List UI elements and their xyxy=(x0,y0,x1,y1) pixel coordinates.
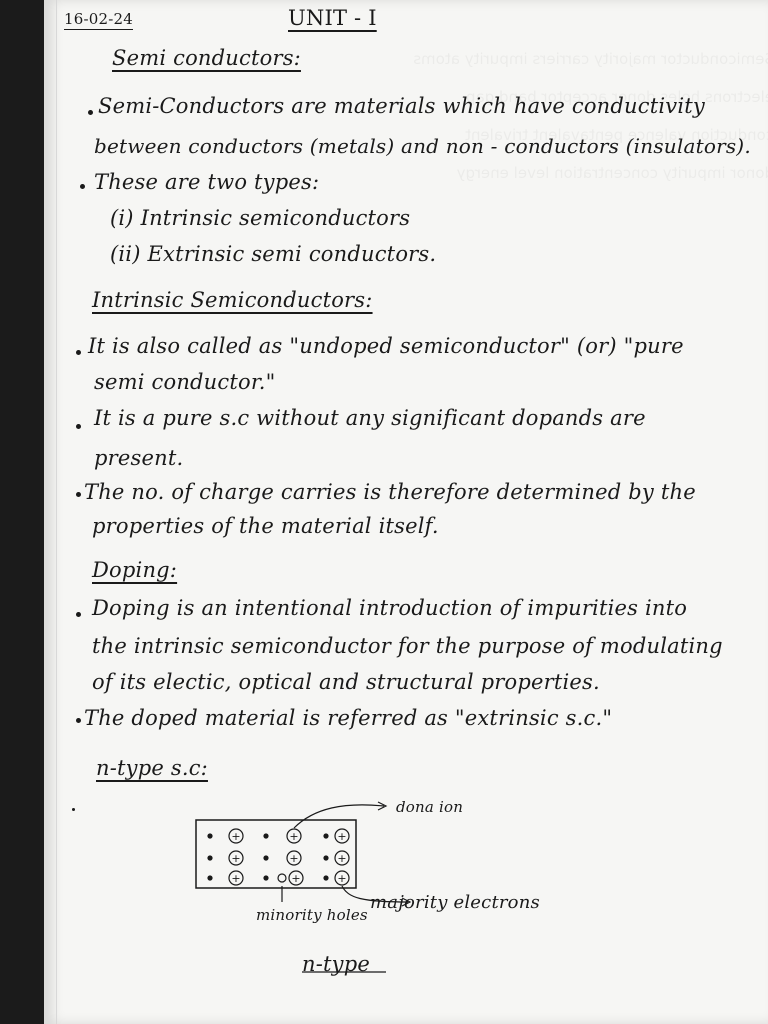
n-type-lattice-diagram xyxy=(174,790,594,990)
svg-text:+: + xyxy=(231,830,241,843)
bullet xyxy=(76,492,81,497)
section-heading-ntype: n-type s.c: xyxy=(96,756,208,780)
majority-electrons-label: majority electrons xyxy=(370,892,540,913)
diagram-caption: n-type xyxy=(302,952,370,976)
section-heading-semiconductors: Semi conductors: xyxy=(112,46,301,70)
notebook-page xyxy=(44,0,768,1024)
text-line: the intrinsic semiconductor for the purpose of modulating xyxy=(92,634,723,658)
svg-text:+: + xyxy=(337,852,347,865)
margin-line xyxy=(56,0,57,1024)
svg-text:+: + xyxy=(231,872,241,885)
text-line: of its electic, optical and structural properties. xyxy=(92,670,600,694)
svg-text:+: + xyxy=(231,852,241,865)
bullet xyxy=(76,424,81,429)
donor-ion-label: dona ion xyxy=(396,798,464,816)
bullet xyxy=(88,110,93,115)
text-line: present. xyxy=(94,446,184,470)
unit-title: UNIT - I xyxy=(288,6,377,30)
svg-text:+: + xyxy=(291,872,301,885)
list-item: (ii) Extrinsic semi conductors. xyxy=(110,242,437,266)
text-line: The no. of charge carries is therefore determined by the xyxy=(84,480,696,504)
svg-text:+: + xyxy=(337,872,347,885)
section-heading-intrinsic: Intrinsic Semiconductors: xyxy=(92,288,373,312)
bullet xyxy=(76,612,81,617)
text-line: semi conductor." xyxy=(94,370,276,394)
bullet xyxy=(76,718,81,723)
svg-text:+: + xyxy=(337,830,347,843)
bullet xyxy=(80,184,85,189)
text-line: between conductors (metals) and non - conductors (insulators). xyxy=(94,134,751,158)
svg-text:+: + xyxy=(289,830,299,843)
text-line: It is a pure s.c without any significant dopands are xyxy=(94,406,646,430)
section-heading-doping: Doping: xyxy=(92,558,178,582)
text-line: properties of the material itself. xyxy=(92,514,439,538)
list-item: (i) Intrinsic semiconductors xyxy=(110,206,411,230)
svg-text:+: + xyxy=(289,852,299,865)
text-line: Semi-Conductors are materials which have conductivity xyxy=(98,94,705,118)
date-label: 16-02-24 xyxy=(64,10,133,28)
text-line: These are two types: xyxy=(94,170,320,194)
text-line: Doping is an intentional introduction of impurities into xyxy=(92,596,688,620)
text-line: It is also called as "undoped semiconductor" (or) "pure xyxy=(88,334,684,358)
bullet xyxy=(76,350,81,355)
text-line: The doped material is referred as "extrinsic s.c." xyxy=(84,706,613,730)
minority-holes-label: minority holes xyxy=(256,906,368,924)
bullet xyxy=(72,808,75,811)
